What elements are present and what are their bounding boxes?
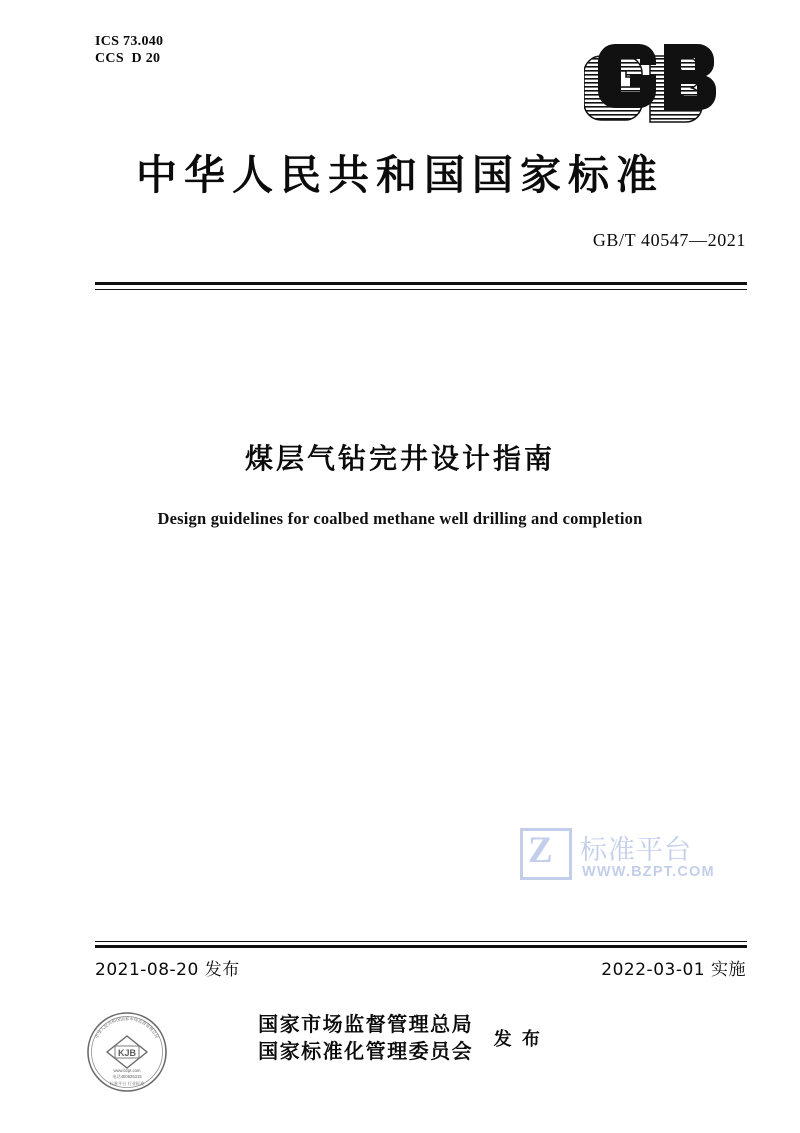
svg-text:标准平台 行业标准: 标准平台 行业标准: [109, 1081, 145, 1086]
gb-logo-icon: [584, 40, 744, 130]
svg-text:www.bzpt.com: www.bzpt.com: [113, 1068, 141, 1073]
publish-label: 发 布: [493, 1029, 542, 1050]
svg-text:KJB: KJB: [117, 1048, 137, 1058]
divider-top-thick: [95, 282, 747, 285]
document-title-english: Design guidelines for coalbed methane well drilling and completion: [157, 509, 643, 528]
ics-code: ICS 73.040: [95, 34, 164, 49]
svg-text:中华人民共和国国家市场监督管理总局: 中华人民共和国国家市场监督管理总局: [94, 1016, 160, 1040]
divider-bottom-thick: [95, 945, 747, 948]
issuer-line-1: 国家市场监督管理总局: [258, 1012, 474, 1036]
watermark-url: WWW.BZPT.COM: [582, 864, 715, 880]
issue-date: 2021-08-20 发布: [95, 960, 240, 980]
issuer-line-2: 国家标准化管理委员会: [258, 1039, 474, 1063]
divider-bottom-thin: [95, 941, 747, 942]
standard-number: GB/T 40547—2021: [592, 230, 746, 250]
seal-stamp-icon: [85, 1010, 169, 1094]
effective-date: 2022-03-01 实施: [601, 960, 746, 980]
document-title-chinese: 煤层气钻完井设计指南: [244, 442, 555, 475]
page-title: 中华人民共和国国家标准: [136, 151, 664, 199]
svg-text:电话400626315: 电话400626315: [112, 1074, 142, 1079]
classification-codes: [95, 33, 163, 67]
ccs-code: CCS D 20: [95, 51, 161, 66]
watermark-letter: Z: [528, 830, 553, 871]
watermark-label: 标准平台: [580, 835, 692, 866]
issuer-names: [258, 1011, 473, 1065]
divider-top-thin: [95, 289, 747, 290]
watermark: [520, 826, 735, 896]
